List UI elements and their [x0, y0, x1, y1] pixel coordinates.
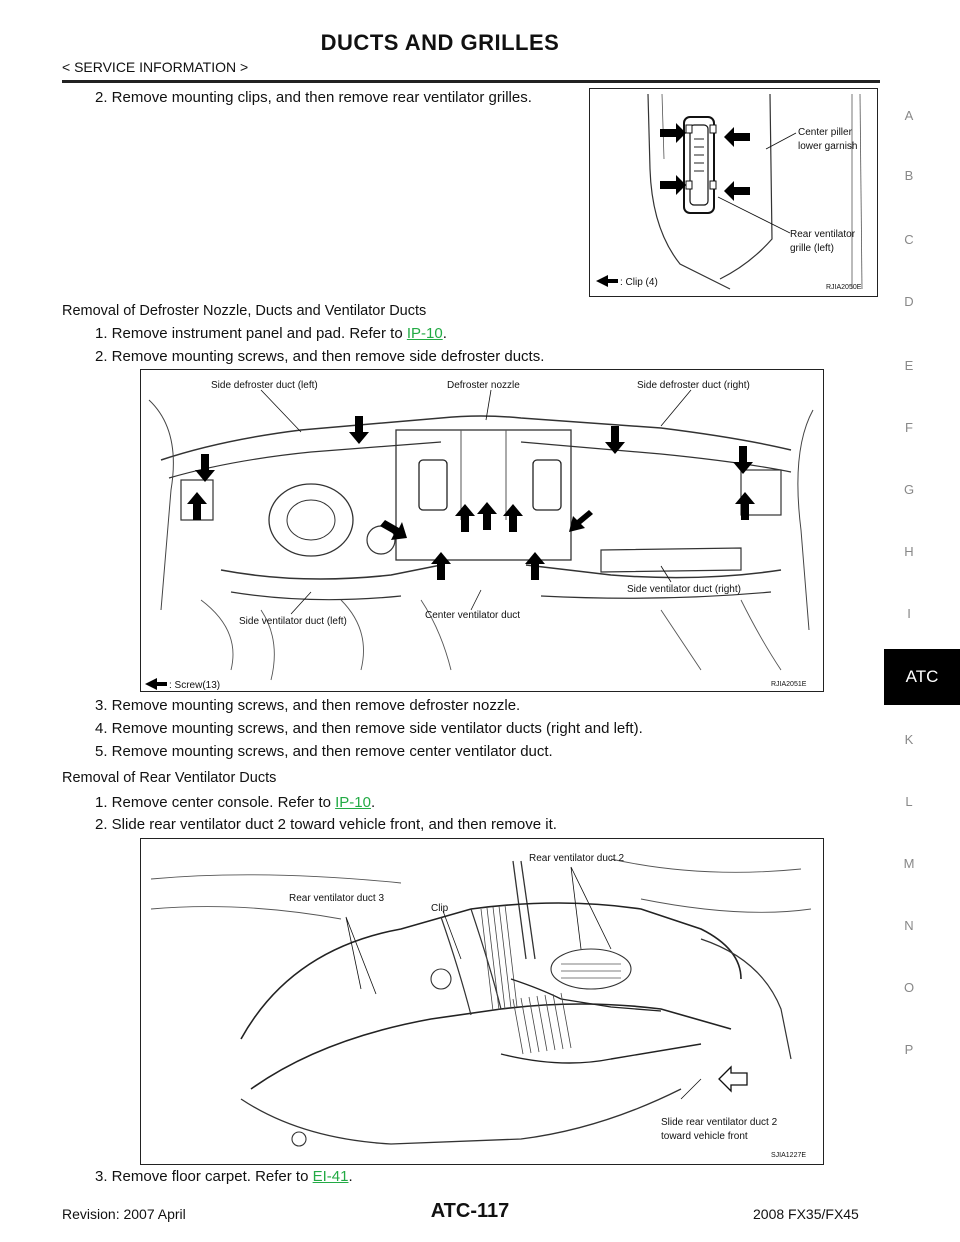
heading-rear-vent-removal: Removal of Rear Ventilator Ducts	[62, 770, 277, 786]
heading-defroster-removal: Removal of Defroster Nozzle, Ducts and Ventilator Ducts	[62, 303, 427, 319]
index-k[interactable]: K	[904, 732, 914, 747]
step-remove-side-defroster: 2. Remove mounting screws, and then remove side defroster ducts.	[95, 348, 545, 365]
index-o[interactable]: O	[903, 980, 915, 995]
step-remove-defroster-nozzle: 3. Remove mounting screws, and then remove defroster nozzle.	[95, 697, 521, 714]
page-number: ATC-117	[430, 1200, 510, 1222]
footer-revision: Revision: 2007 April	[62, 1206, 186, 1222]
index-l[interactable]: L	[905, 794, 913, 809]
screw-arrow-6	[380, 520, 407, 540]
index-e[interactable]: E	[904, 358, 914, 373]
step-remove-carpet	[95, 1168, 353, 1185]
screw-arrow-12	[569, 510, 593, 532]
index-a[interactable]: A	[904, 108, 914, 123]
step-period: .	[348, 1168, 353, 1185]
step-text: 1. Remove center console. Refer to	[95, 794, 336, 811]
clip-arrow-2	[724, 127, 750, 147]
screw-arrow-7	[455, 504, 475, 532]
header-rule	[62, 80, 880, 83]
slide-arrow-icon	[719, 1067, 747, 1091]
figure-rear-grille	[589, 88, 878, 297]
screw-arrow-1	[195, 454, 215, 482]
screw-arrow-8	[477, 502, 497, 530]
figure-code-1: RJIA2050E	[826, 284, 862, 291]
link-ip-10-console[interactable]: IP-10	[335, 794, 371, 811]
clip-arrow-3	[660, 175, 686, 195]
link-ip-10[interactable]: IP-10	[406, 325, 443, 342]
page-title: DUCTS AND GRILLES	[320, 30, 560, 55]
clip-arrow-1	[660, 123, 686, 143]
label-grille-1: Rear ventilator	[790, 229, 856, 240]
index-b[interactable]: B	[904, 168, 914, 183]
index-atc-tab[interactable]: ATC	[884, 649, 960, 705]
step-remove-side-vent: 4. Remove mounting screws, and then remove side ventilator ducts (right and left).	[95, 720, 643, 737]
section-subtitle: < SERVICE INFORMATION >	[62, 59, 249, 75]
step-period: .	[370, 794, 376, 811]
step-remove-panel	[95, 325, 447, 342]
label-side-vent-left: Side ventilator duct (left)	[239, 616, 347, 627]
index-n[interactable]: N	[904, 918, 914, 933]
label-side-vent-right: Side ventilator duct (right)	[627, 584, 741, 595]
step-text: 1. Remove instrument panel and pad. Refer to	[95, 325, 407, 342]
label-garnish-1: Center piller	[798, 127, 852, 138]
step-slide-duct: 2. Slide rear ventilator duct 2 toward vehicle front, and then remove it.	[95, 816, 557, 833]
label-garnish-2: lower garnish	[798, 141, 858, 152]
figure-rear-ducts	[140, 838, 824, 1165]
index-m[interactable]: M	[903, 856, 915, 871]
label-side-defroster-left: Side defroster duct (left)	[211, 380, 318, 391]
label-slide-2: toward vehicle front	[661, 1131, 748, 1142]
step-remove-grilles: 2. Remove mounting clips, and then remove rear ventilator grilles.	[95, 89, 532, 106]
index-h[interactable]: H	[904, 544, 914, 559]
figure-code-3: SJIA1227E	[771, 1152, 807, 1159]
index-f[interactable]: F	[905, 420, 913, 435]
screw-arrow-11	[525, 552, 545, 580]
footer-model: 2008 FX35/FX45	[753, 1206, 859, 1222]
figure-code-2: RJIA2051E	[771, 681, 807, 688]
figure-dash-ducts	[140, 369, 824, 692]
clip-arrow-4	[724, 181, 750, 201]
screw-arrow-2	[349, 416, 369, 444]
link-ei-41[interactable]: EI-41	[312, 1168, 349, 1185]
step-text: 3. Remove floor carpet. Refer to	[95, 1168, 313, 1185]
legend-screw: : Screw(13)	[169, 680, 221, 691]
index-c[interactable]: C	[904, 232, 914, 247]
label-rear-duct-2: Rear ventilator duct 2	[529, 853, 625, 864]
index-p[interactable]: P	[904, 1042, 914, 1057]
label-center-vent: Center ventilator duct	[425, 610, 521, 621]
index-i[interactable]: I	[907, 606, 911, 621]
step-period: .	[442, 325, 447, 342]
index-g[interactable]: G	[903, 482, 915, 497]
label-side-defroster-right: Side defroster duct (right)	[637, 380, 750, 391]
label-grille-2: grille (left)	[790, 243, 834, 254]
index-d[interactable]: D	[904, 294, 914, 309]
legend-clip: : Clip (4)	[620, 277, 658, 288]
label-slide-1: Slide rear ventilator duct 2	[661, 1117, 778, 1128]
screw-arrow-5	[187, 492, 207, 520]
label-rear-duct-3: Rear ventilator duct 3	[289, 893, 385, 904]
label-clip: Clip	[431, 903, 449, 914]
label-defroster-nozzle: Defroster nozzle	[447, 380, 520, 391]
screw-arrow-13	[735, 492, 755, 520]
step-remove-center-vent: 5. Remove mounting screws, and then remove center ventilator duct.	[95, 743, 553, 760]
step-remove-console	[95, 794, 375, 811]
